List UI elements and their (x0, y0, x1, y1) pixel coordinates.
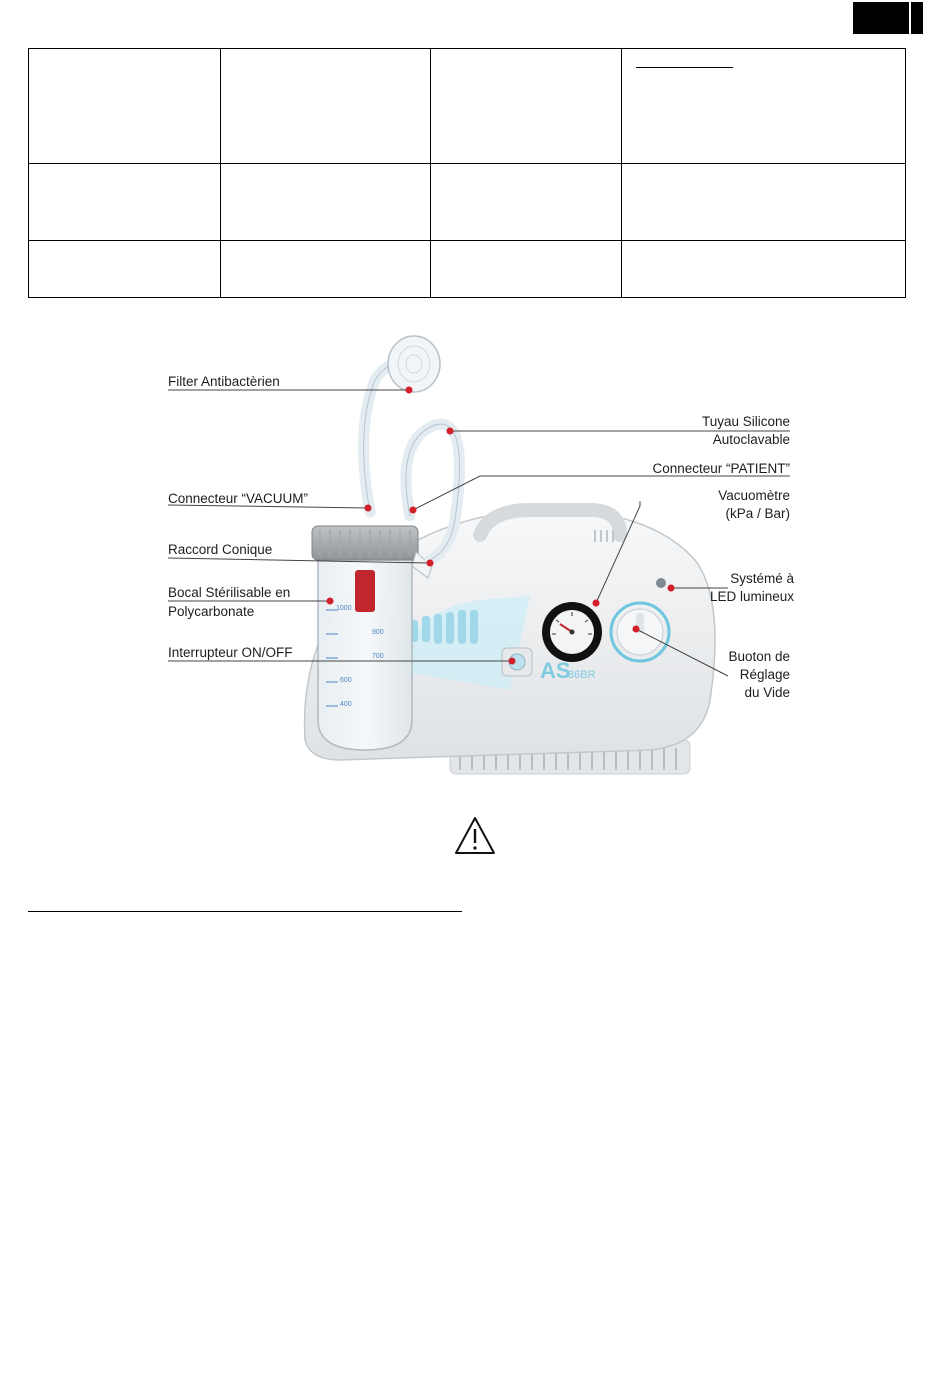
table-row (29, 241, 906, 298)
specification-table (28, 48, 906, 298)
label-vacuometre-1: Vacuomètre (718, 488, 790, 503)
label-interrupteur: Interrupteur ON/OFF (168, 645, 293, 660)
table-cell (221, 241, 431, 298)
label-led-1: Systémé à (730, 571, 794, 586)
table-cell (29, 49, 221, 164)
model-number: 36BR (568, 669, 596, 681)
table-cell (221, 164, 431, 241)
table-cell (622, 241, 906, 298)
label-connecteur-vacuum: Connecteur “VACUUM” (168, 491, 309, 506)
jar-scale-700: 700 (372, 653, 384, 660)
label-connecteur-patient: Connecteur “PATIENT” (652, 461, 790, 476)
label-vacuometre-2: (kPa / Bar) (725, 506, 790, 521)
label-tuyau-1: Tuyau Silicone (701, 414, 790, 429)
table-cell (431, 164, 622, 241)
label-filter: Filter Antibactèrien (168, 374, 280, 389)
device-figure (150, 320, 810, 790)
page-number-badge (853, 2, 923, 34)
warning-triangle-icon (453, 815, 497, 857)
table-cell (622, 49, 906, 164)
jar-scale-1000: 1000 (336, 605, 352, 612)
table-row (29, 164, 906, 241)
table-cell (221, 49, 431, 164)
jar-scale-900: 900 (372, 629, 384, 636)
table-row (29, 49, 906, 164)
section-heading-underline (28, 911, 462, 912)
model-logo: AS (540, 658, 571, 683)
label-raccord: Raccord Conique (168, 542, 273, 557)
underlined-heading-stub (636, 63, 733, 68)
table-cell (431, 49, 622, 164)
label-bouton-2: Réglage (739, 667, 790, 682)
table-cell (29, 164, 221, 241)
jar-scale-600: 600 (340, 677, 352, 684)
table-cell (622, 164, 906, 241)
table-cell (431, 241, 622, 298)
label-bocal-2: Polycarbonate (168, 604, 255, 619)
jar-scale-400: 400 (340, 701, 352, 708)
label-bocal-1: Bocal Stérilisable en (168, 585, 291, 600)
label-bouton-3: du Vide (744, 685, 790, 700)
label-bouton-1: Buoton de (728, 649, 790, 664)
label-tuyau-2: Autoclavable (712, 432, 790, 447)
table-cell (29, 241, 221, 298)
label-led-2: LED lumineux (709, 589, 794, 604)
